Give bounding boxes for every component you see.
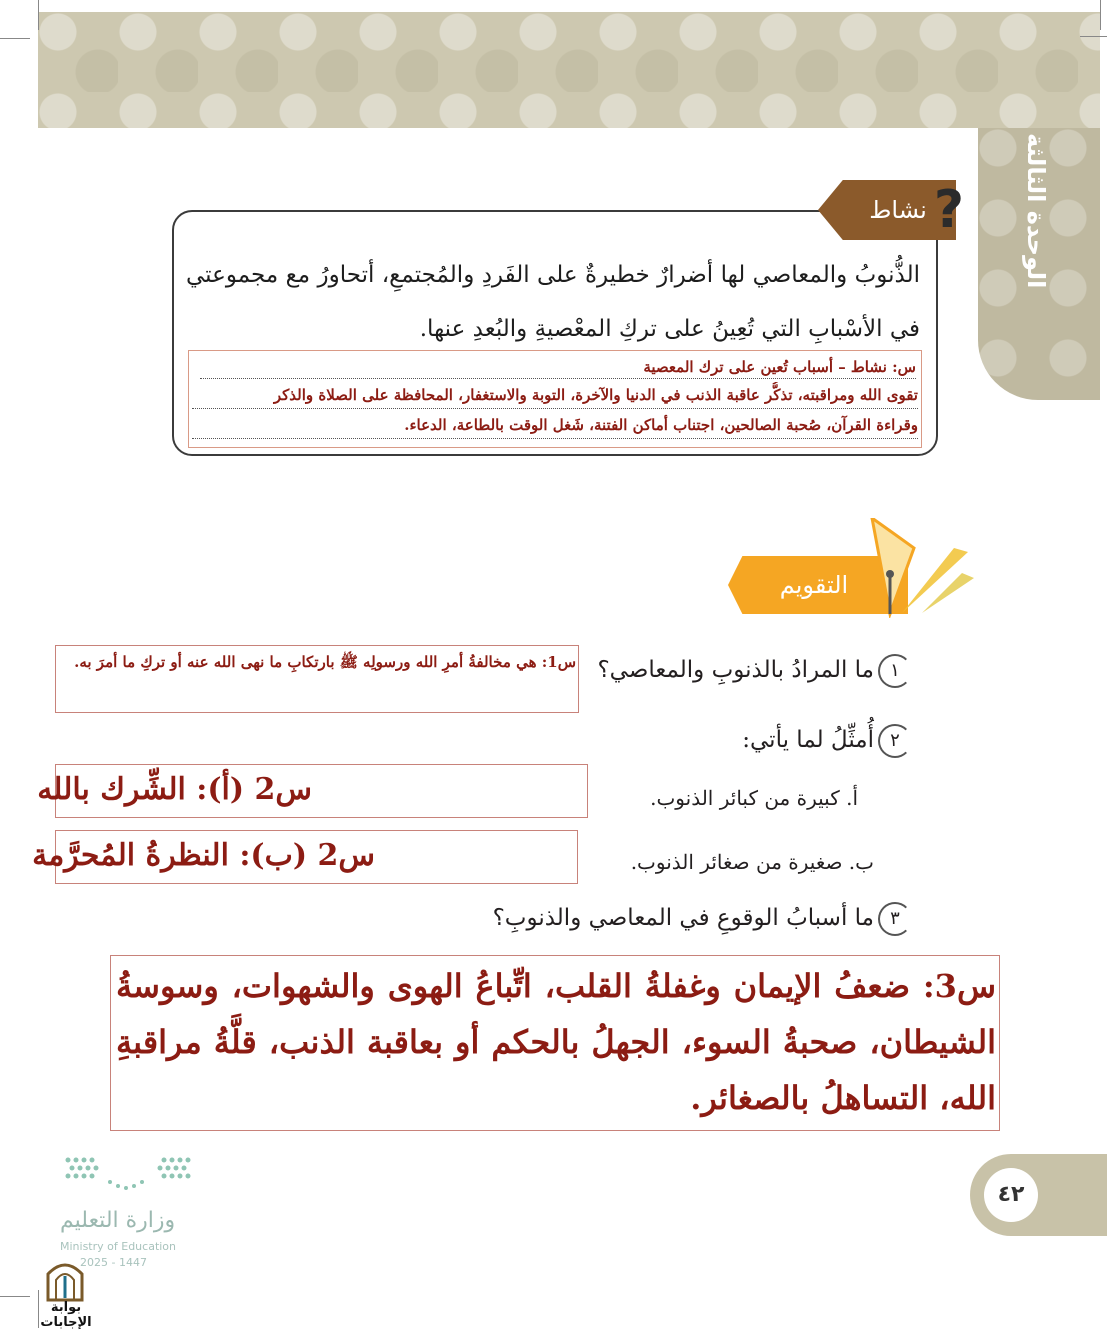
ministry-name-ar: وزارة التعليم	[60, 1208, 176, 1233]
portal-logo-icon	[42, 1256, 88, 1302]
ministry-name-en: Ministry of Education	[60, 1240, 177, 1253]
crop-mark	[1100, 0, 1101, 30]
crop-mark	[38, 1290, 39, 1328]
edition-year: 2025 - 1447	[80, 1256, 147, 1269]
ministry-logo-icon	[60, 1152, 200, 1198]
unit-label: الوحدة الثالثة	[1022, 133, 1050, 289]
question-2-text: أُمثِّلُ لما يأتي:	[742, 727, 874, 753]
question-number-2: ٢	[878, 724, 912, 758]
activity-text: الذُّنوبُ والمعاصي لها أضرارٌ خطيرةٌ على الفَردِ والمُجتمعِ، أتحاورُ مع مجموعتي في الأسْبابِ التي تُعِينُ على تركِ المعْصيةِ والبُعدِ عنها.	[186, 262, 920, 342]
question-3-answer: س3: ضعفُ الإيمان وغفلةُ القلب، اتِّباعُ الهوى والشهوات، وسوسةُ الشيطان، صحبةُ السوء، الجهلُ بالحكم أو بعاقبة الذنب، قلَّةُ مراقبةِ الله، التساهلُ بالصغائر.	[116, 967, 996, 1117]
activity-answer-heading: س: نشاط – أسباب تُعين على ترك المعصية	[200, 356, 916, 379]
question-2a-text: أ. كبيرة من كبائر الذنوب.	[650, 786, 858, 810]
crop-mark	[0, 1296, 30, 1297]
question-number-3: ٣	[878, 902, 912, 936]
pen-icon	[862, 518, 974, 618]
activity-answer-line: وقراءة القرآن، صُحبة الصالحين، اجتناب أماكن الفتنة، شَغل الوقت بالطاعة، الدعاء.	[192, 412, 918, 439]
portal-label: بوابة الإجابات	[40, 1300, 92, 1330]
question-1-answer: س1: هي مخالفةُ أمرِ الله ورسولِه ﷺ بارتكابِ ما نهى الله عنه أو تركِ ما أمرَ به.	[74, 653, 576, 671]
question-number-1: ١	[878, 654, 912, 688]
activity-answer-line: تقوى الله ومراقبته، تذكُّر عاقبة الذنب في الدنيا والآخرة، التوبة والاستغفار، المحافظة على الصلاة والذكر	[192, 382, 918, 409]
top-decorative-banner	[38, 12, 1100, 128]
page-number: ٤٢	[984, 1168, 1038, 1222]
question-3-text: ما أسبابُ الوقوعِ في المعاصي والذنوبِ؟	[492, 905, 874, 931]
question-2a-answer: س2 (أ): الشِّرك بالله	[37, 772, 312, 807]
question-2b-text: ب. صغيرة من صغائر الذنوب.	[630, 850, 874, 874]
question-2b-answer: س2 (ب): النظرةُ المُحرَّمة	[32, 838, 375, 873]
crop-mark	[0, 38, 30, 39]
activity-tab-label: نشاط	[869, 196, 927, 224]
crop-mark	[1080, 36, 1107, 37]
question-mark-icon: ?	[933, 180, 965, 240]
evaluation-label: التقويم	[779, 571, 849, 599]
question-1-text: ما المرادُ بالذنوبِ والمعاصي؟	[597, 657, 874, 683]
crop-mark	[38, 0, 39, 30]
